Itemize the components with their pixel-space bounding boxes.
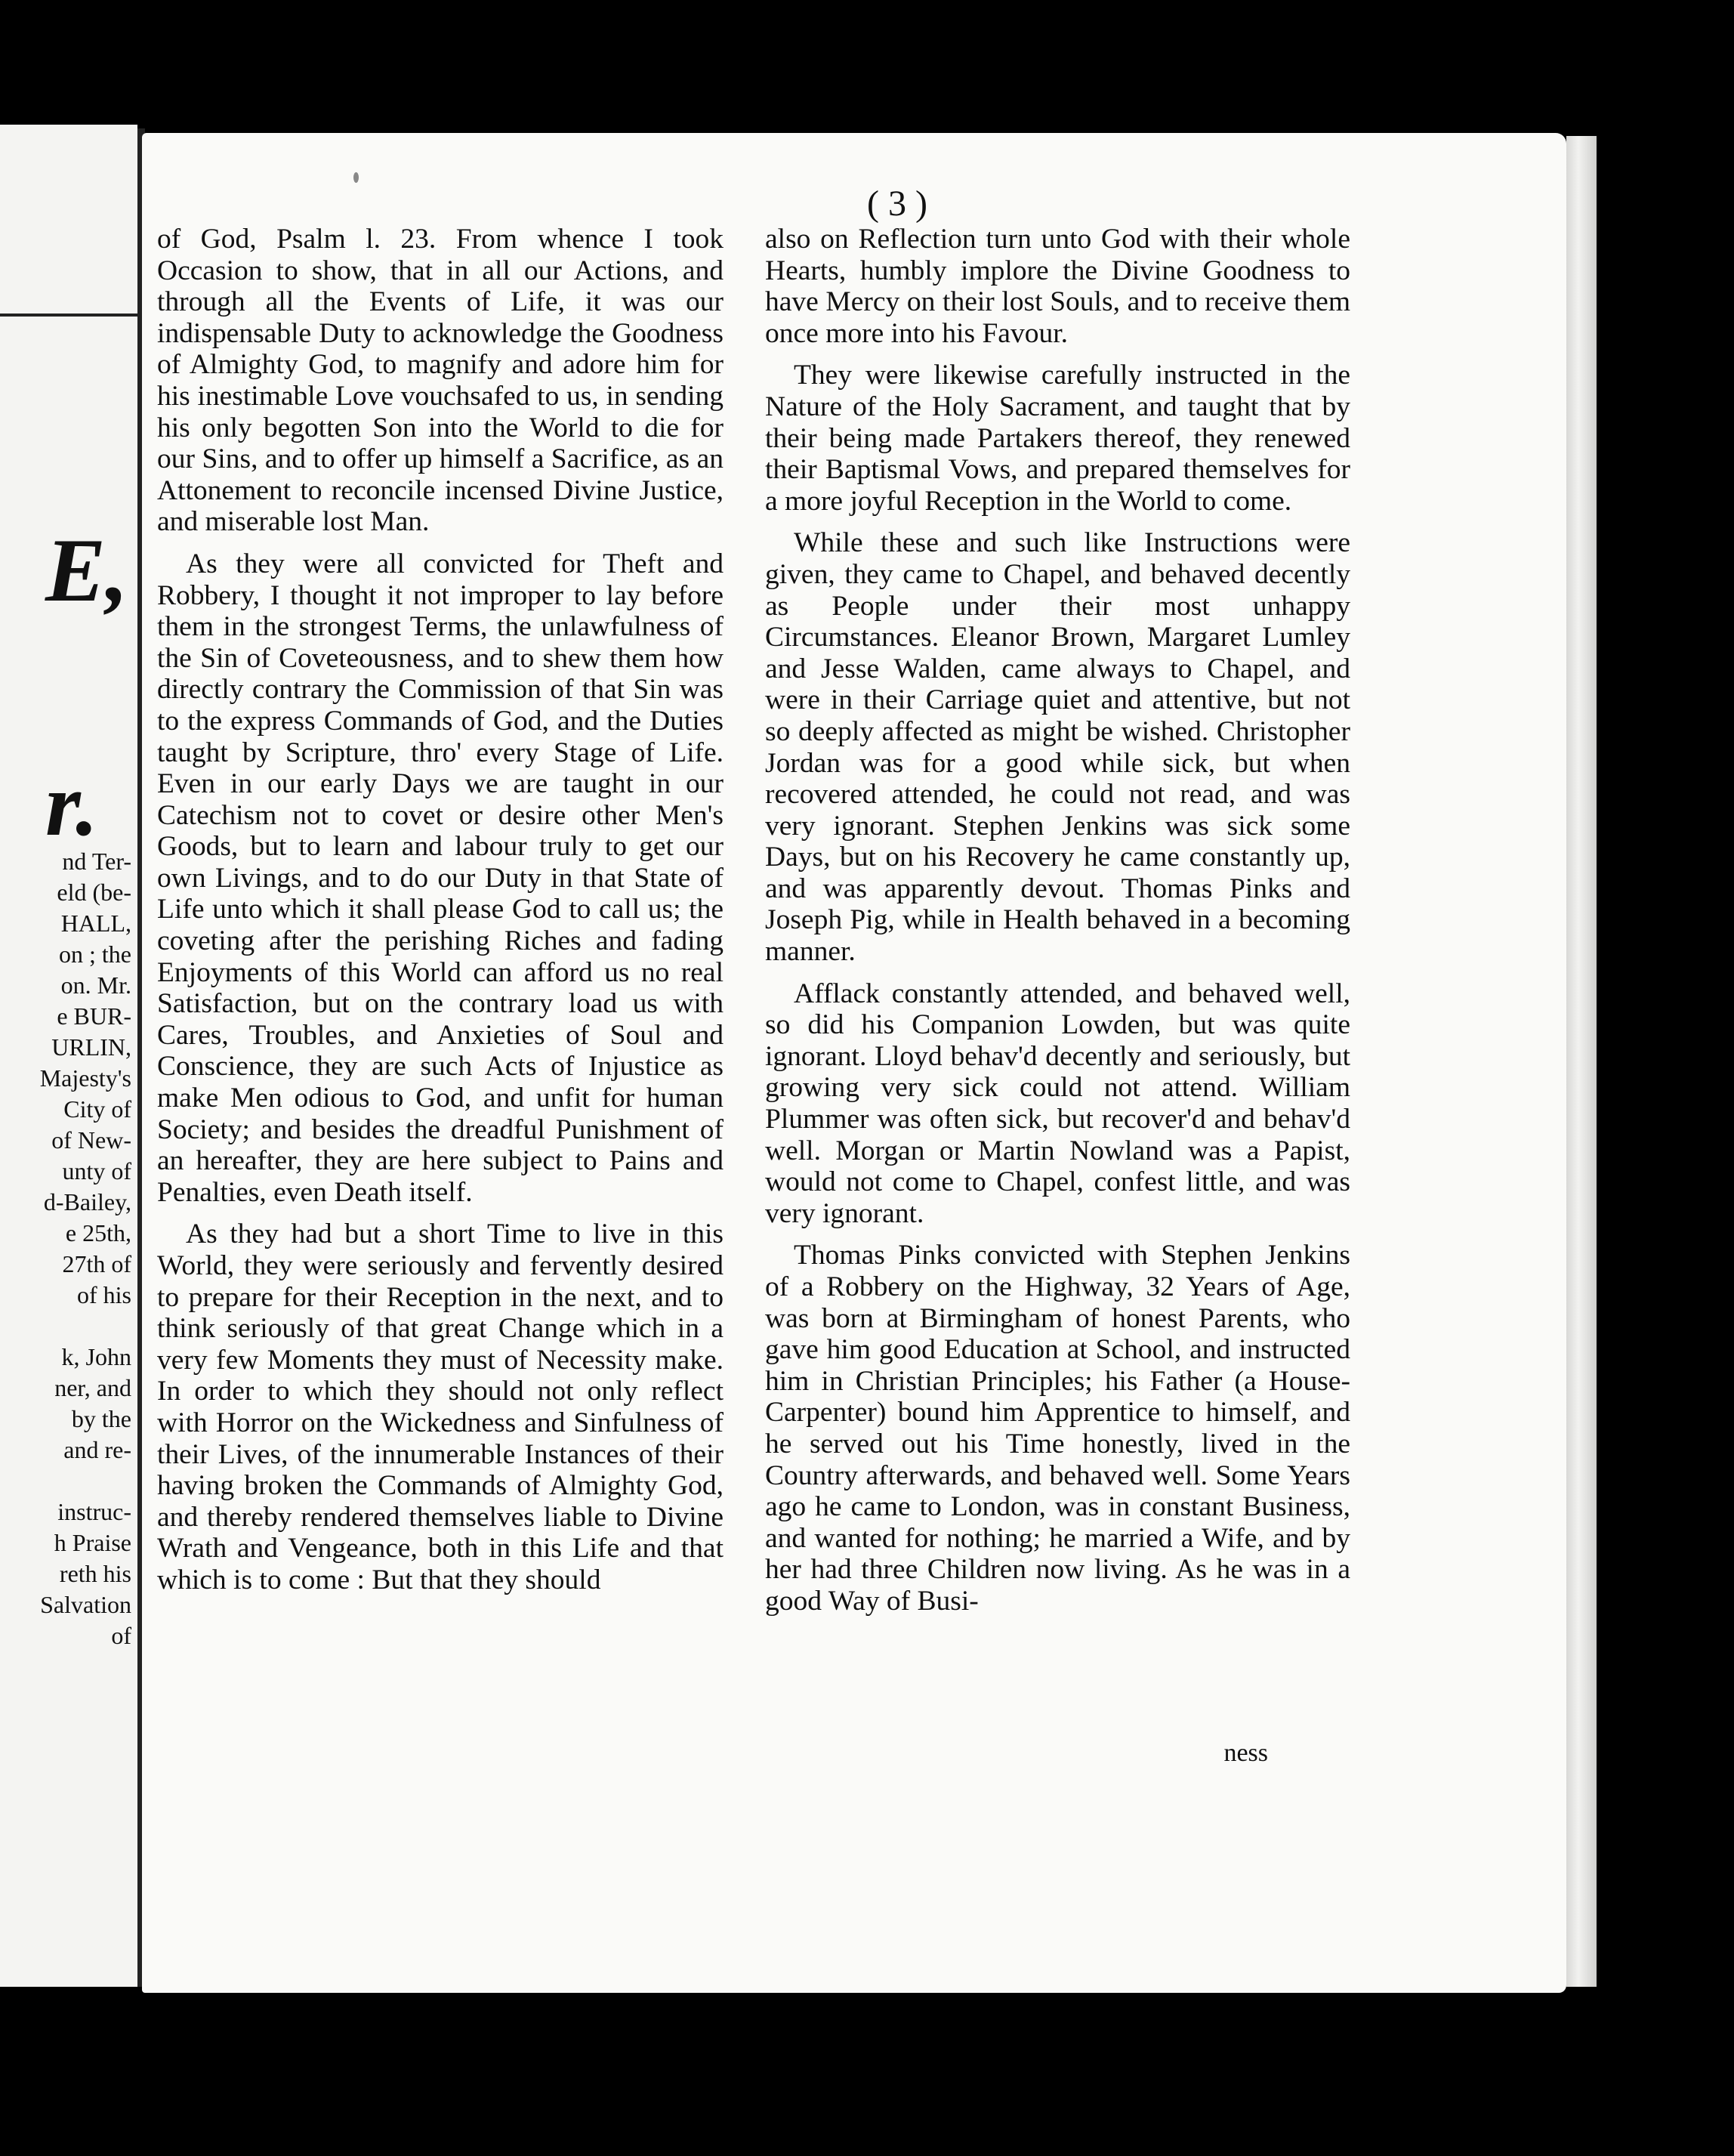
paper-speck [353, 172, 359, 183]
facing-page-line: reth his [59, 1560, 131, 1587]
facing-page-line: URLIN, [51, 1033, 131, 1061]
facing-page-fragment [0, 125, 137, 1987]
catchword: ness [1223, 1739, 1268, 1767]
paragraph: Thomas Pinks convicted with Stephen Jenkins of a Robbery on the Highway, 32 Years of Age, was born at Birmingham of honest Parents, who gave him good Education at School, and instructed him in Christian Principles; his Father (a House-Carpenter) bound him Apprentice to himself, and he served out his Time honestly, lived in the Country afterwards, and behaved well. Some Years ago he came to London, was in constant Business, and wanted for nothing; he married a Wife, and by her had three Children now living. As he was in a good Way of Busi- [765, 1240, 1350, 1617]
facing-page-line: HALL, [60, 910, 131, 937]
facing-page-line: and re- [63, 1436, 131, 1463]
paragraph: Afflack constantly attended, and behaved well, so did his Companion Lowden, but was quite ignorant. Lloyd behav'd decently and seriously, but growing very sick could not attend. William Plummer was often sick, but recover'd and behav'd well. Morgan or Martin Nowland was a Papist, would not come to Chapel, confest little, and was very ignorant. [765, 978, 1350, 1229]
facing-page-large-letter: E, [45, 520, 129, 620]
paragraph: They were likewise carefully instructed in the Nature of the Holy Sacrament, and taught that by their being made Partakers thereof, they renewed their Baptismal Vows, and prepared themselves for a more joyful Reception in the World to come. [765, 360, 1350, 517]
paragraph: While these and such like Instructions were given, they came to Chapel, and behaved decently as People under their most unhappy Circumstances. Eleanor Brown, Margaret Lumley and Jesse Walden, came always to Chapel, and were in their Carriage quiet and attentive, but not so deeply affected as might be wished. Christopher Jordan was for a good while sick, but when recovered attended, he could not read, and was very ignorant. Stephen Jenkins was sick some Days, but on his Recovery he came constantly up, and was apparently devout. Thomas Pinks and Joseph Pig, while in Health behaved in a becoming manner. [765, 527, 1350, 968]
facing-page-line: 27th of [62, 1250, 131, 1277]
facing-page-line: h Praise [54, 1529, 131, 1556]
right-column [765, 224, 1350, 1628]
page-number: ( 3 ) [867, 184, 927, 224]
facing-page-line: ner, and [54, 1374, 131, 1401]
facing-page-line: by the [71, 1405, 131, 1432]
facing-page-line: nd Ter- [62, 848, 131, 875]
facing-page-line: on ; the [59, 941, 131, 968]
paragraph: As they were all convicted for Theft and Robbery, I thought it not improper to lay before them in the strongest Terms, the unlawfulness of the Sin of Coveteousness, and to shew them how directly contrary the Commission of that Sin was to the express Commands of God, and the Duties taught by Scripture, thro' every Stage of Life. Even in our early Days we are taught in our Catechism not to covet or desire other Men's Goods, but to learn and labour truly to get our own Livings, and to do our Duty in that State of Life unto which it shall please God to call us; the coveting after the perishing Riches and fading Enjoyments of this World can afford us no real Satisfaction, but on the contrary load us with Cares, Troubles, and Anxieties of Soul and Conscience, they are such Acts of Injustice as make Men odious to God, and unfit for human Society; and besides the dreadful Punishment of an hereafter, they are here subject to Pains and Penalties, even Death itself. [157, 548, 724, 1208]
book-page [142, 133, 1566, 1993]
facing-page-large-letter: r. [45, 754, 99, 854]
facing-page-line: e 25th, [65, 1219, 131, 1246]
facing-page-line: City of [63, 1095, 131, 1123]
facing-page-line: instruc- [57, 1498, 131, 1525]
facing-page-rule [0, 314, 137, 317]
facing-page-line: of [111, 1622, 131, 1649]
facing-page-line: on. Mr. [60, 971, 131, 999]
page-edge [1566, 136, 1597, 1987]
facing-page-line: unty of [62, 1157, 131, 1185]
left-column [157, 224, 724, 1607]
facing-page-line: k, John [61, 1343, 131, 1370]
facing-page-line: Majesty's [39, 1064, 131, 1092]
paragraph: of God, Psalm l. 23. From whence I took Occasion to show, that in all our Actions, and through all the Events of Life, it was our indispensable Duty to acknowledge the Goodness of Almighty God, to magnify and adore him for his inestimable Love vouchsafed to us, in sending his only begotten Son into the World to die for our Sins, and to offer up himself a Sacrifice, as an Attonement to reconcile incensed Divine Justice, and miserable lost Man. [157, 224, 724, 538]
facing-page-line: of his [77, 1281, 131, 1308]
facing-page-line: eld (be- [57, 879, 131, 906]
facing-page-line: Salvation [40, 1591, 131, 1618]
facing-page-line: of New- [51, 1126, 131, 1154]
paragraph: also on Reflection turn unto God with their whole Hearts, humbly implore the Divine Goodness to have Mercy on their lost Souls, and to receive them once more into his Favour. [765, 224, 1350, 349]
paragraph: As they had but a short Time to live in this World, they were seriously and fervently desired to prepare for their Reception in the next, and to think seriously of that great Change which in a very few Moments they must of Necessity make. In order to which they should not only reflect with Horror on the Wickedness and Sinfulness of their Lives, of the innumerable Instances of their having broken the Commands of Almighty God, and thereby rendered themselves liable to Divine Wrath and Vengeance, both in this Life and that which is to come : But that they should [157, 1219, 724, 1595]
facing-page-line: d-Bailey, [43, 1188, 131, 1215]
facing-page-line: e BUR- [57, 1002, 131, 1030]
